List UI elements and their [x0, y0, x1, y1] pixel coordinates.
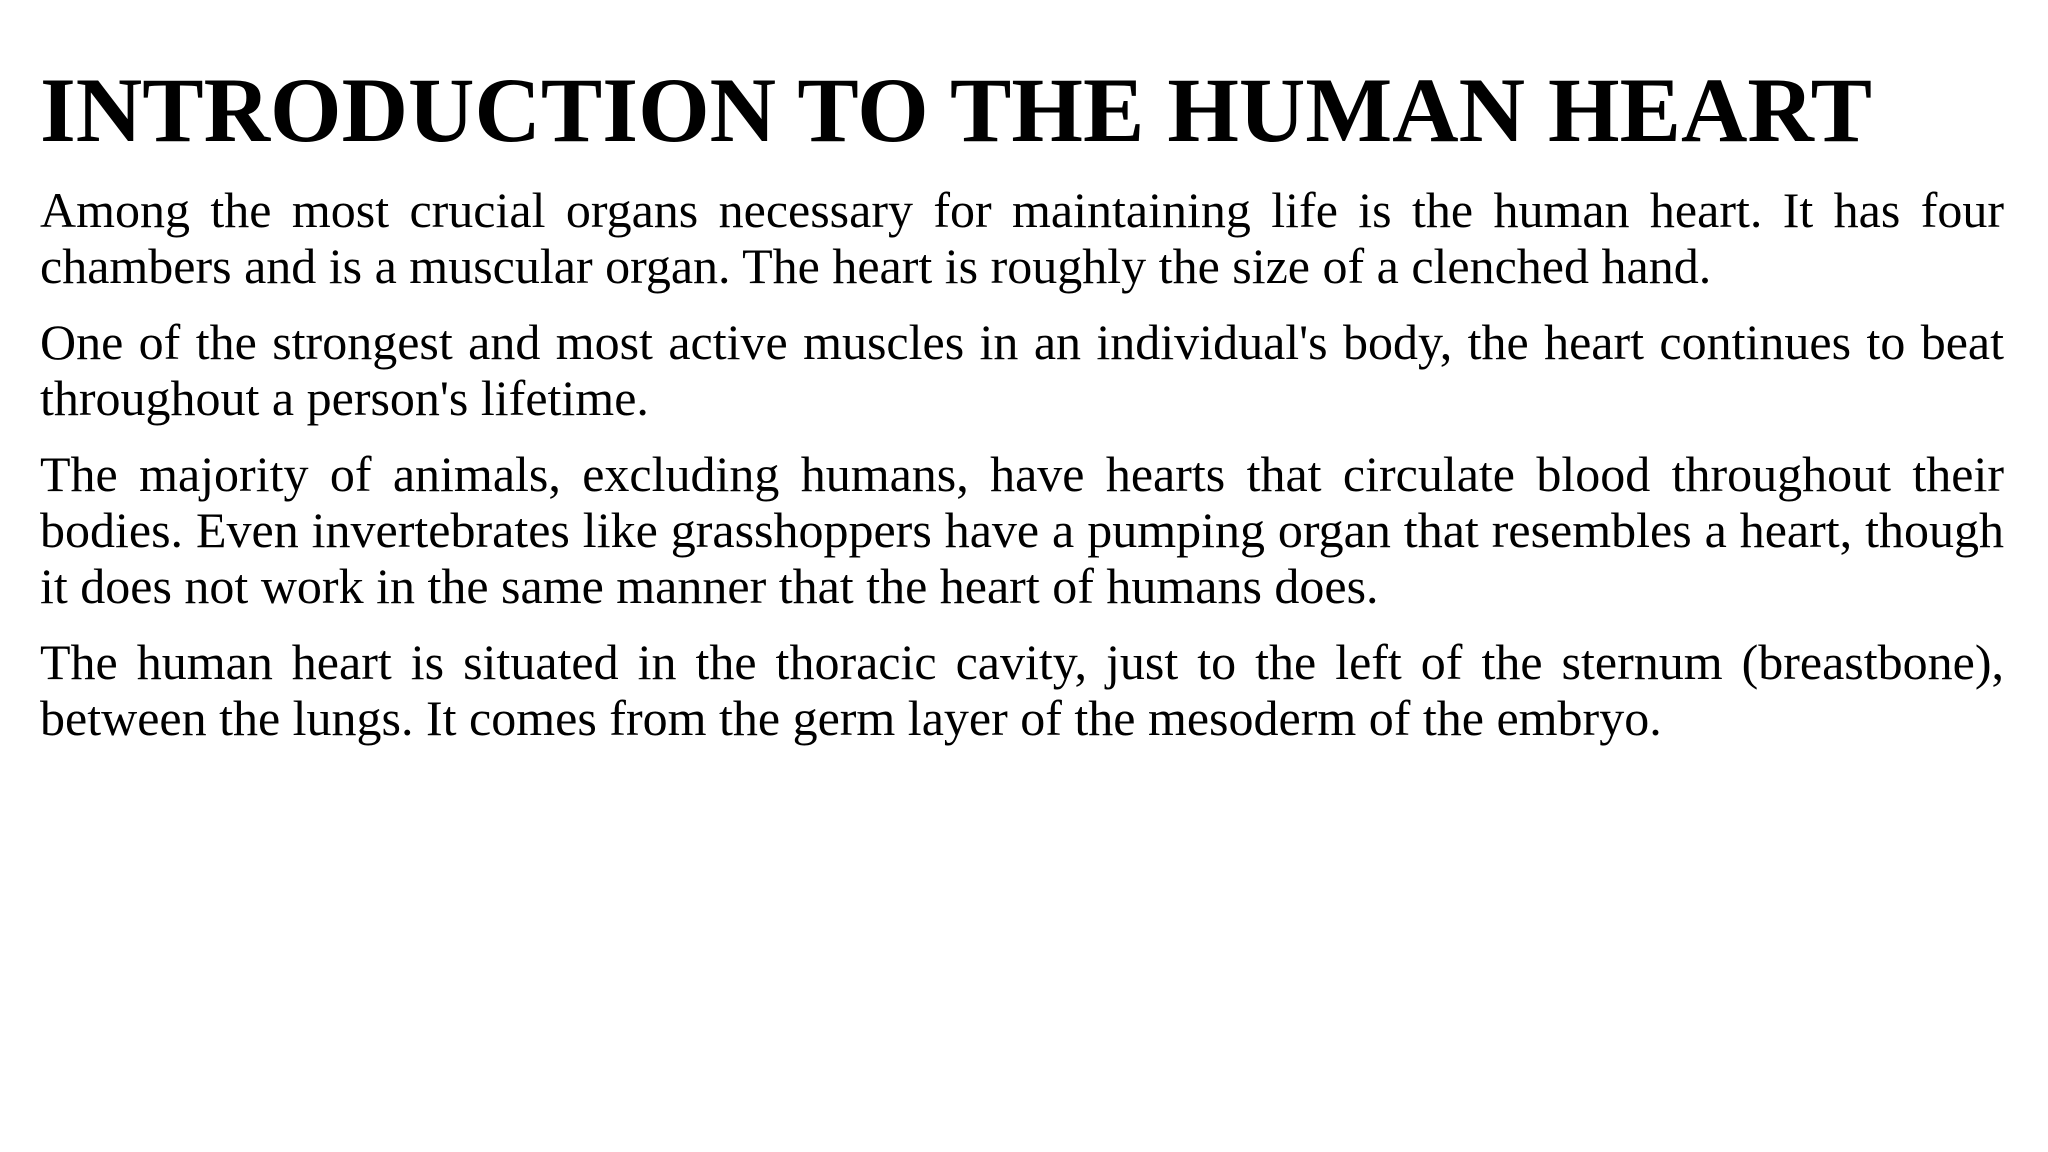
paragraph-2: One of the strongest and most active muscles in an individual's body, the heart continues to beat throughout a person's lifetime.: [40, 314, 2004, 426]
paragraph-3: The majority of animals, excluding humans, have hearts that circulate blood throughout their bodies. Even invertebrates like grasshoppers have a pumping organ that resembles a heart, though it does not work in the same manner that the heart of humans does.: [40, 446, 2004, 614]
paragraph-1: Among the most crucial organs necessary for maintaining life is the human heart. It has four chambers and is a muscular organ. The heart is roughly the size of a clenched hand.: [40, 182, 2004, 294]
body-text: [40, 182, 2004, 746]
paragraph-4: The human heart is situated in the thoracic cavity, just to the left of the sternum (breastbone), between the lungs. It comes from the germ layer of the mesoderm of the embryo.: [40, 634, 2004, 746]
slide-content: [40, 56, 2004, 766]
page-title: INTRODUCTION TO THE HUMAN HEART: [40, 59, 1872, 161]
